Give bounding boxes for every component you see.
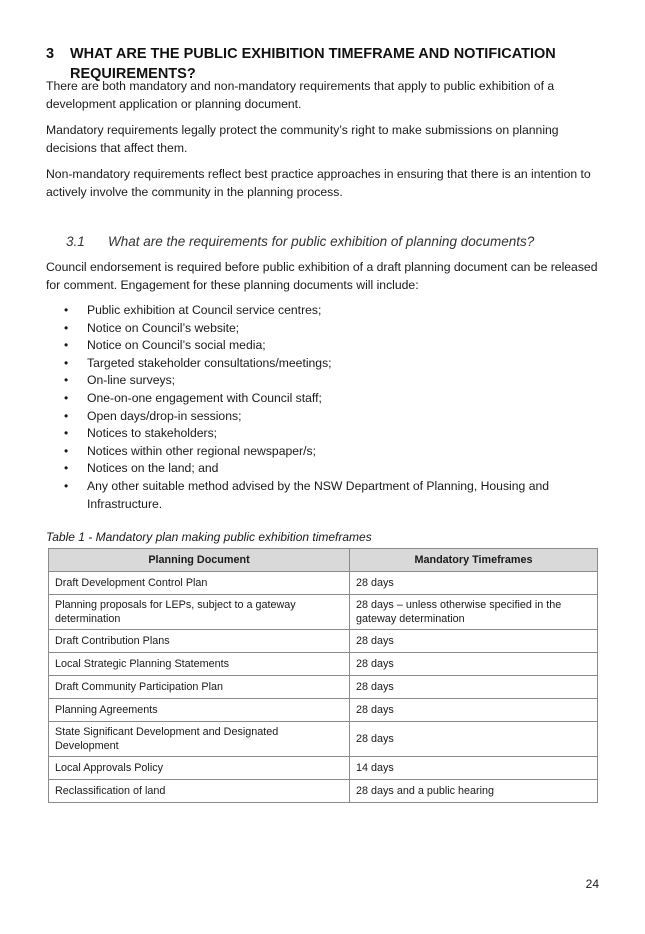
bullet-icon: •	[64, 373, 69, 388]
timeframe-cell: 28 days – unless otherwise specified in the gateway determination	[350, 595, 598, 630]
subsection-number: 3.1	[66, 234, 85, 249]
list-item	[62, 302, 582, 320]
timeframe-cell: 28 days	[350, 572, 598, 595]
list-item-text: Notice on Council’s social media;	[87, 338, 266, 353]
paragraph-council-endorsement: Council endorsement is required before public exhibition of a draft planning document can be released for comment. Engagement for these planning documents will include:	[46, 260, 598, 292]
list-item-text: Open days/drop-in sessions;	[87, 408, 242, 423]
bullet-icon: •	[64, 390, 69, 405]
list-item	[62, 443, 582, 461]
table-row	[49, 630, 598, 653]
list-item-text: Notice on Council’s website;	[87, 320, 240, 335]
subsection-heading	[66, 233, 606, 251]
table-row	[49, 595, 598, 630]
list-item	[62, 408, 582, 426]
list-item	[62, 320, 582, 338]
bullet-icon: •	[64, 461, 69, 476]
timeframe-cell: 28 days	[350, 722, 598, 757]
list-item	[62, 478, 582, 513]
list-item-text: Notices within other regional newspaper/s;	[87, 443, 316, 458]
table-row	[49, 722, 598, 757]
table-row	[49, 780, 598, 803]
bullet-icon: •	[64, 338, 69, 353]
engagement-methods-list	[62, 302, 582, 513]
planning-document-cell: Draft Development Control Plan	[49, 572, 350, 595]
list-item-text: Notices to stakeholders;	[87, 426, 218, 441]
list-item	[62, 337, 582, 355]
planning-document-cell: Planning Agreements	[49, 699, 350, 722]
list-item	[62, 425, 582, 443]
list-item-text: Public exhibition at Council service centres;	[87, 303, 322, 317]
timeframe-cell: 28 days	[350, 630, 598, 653]
timeframe-cell: 28 days and a public hearing	[350, 780, 598, 803]
bullet-icon: •	[64, 443, 69, 458]
planning-document-cell: Draft Community Participation Plan	[49, 676, 350, 699]
planning-document-cell: Planning proposals for LEPs, subject to a gateway determination	[49, 595, 350, 630]
section-number: 3	[46, 46, 55, 62]
list-item	[62, 355, 582, 373]
planning-document-cell: State Significant Development and Designated Development	[49, 722, 350, 757]
list-item	[62, 372, 582, 390]
paragraph-mandatory-requirements: Mandatory requirements legally protect the community’s right to make submissions on planning decisions that affect them.	[46, 123, 559, 155]
table-body	[49, 572, 598, 803]
column-header-mandatory-timeframes: Mandatory Timeframes	[350, 549, 598, 572]
timeframe-cell: 14 days	[350, 757, 598, 780]
planning-document-cell: Local Approvals Policy	[49, 757, 350, 780]
timeframes-table	[48, 548, 598, 803]
list-item	[62, 460, 582, 478]
paragraph-requirements-overview: There are both mandatory and non-mandatory requirements that apply to public exhibition of a development application or planning document.	[46, 79, 555, 111]
list-item-text: Any other suitable method advised by the NSW Department of Planning, Housing and Infrastructure.	[87, 478, 550, 511]
bullet-icon: •	[64, 478, 69, 493]
paragraph-non-mandatory-requirements: Non-mandatory requirements reflect best practice approaches in ensuring that there is an intention to actively involve the community in the planning process.	[46, 167, 591, 199]
timeframe-cell: 28 days	[350, 676, 598, 699]
planning-document-cell: Reclassification of land	[49, 780, 350, 803]
table-row	[49, 757, 598, 780]
list-item-text: Notices on the land; and	[87, 461, 219, 476]
page-number: 24	[585, 877, 599, 891]
timeframe-cell: 28 days	[350, 653, 598, 676]
table-header-row	[49, 549, 598, 572]
bullet-icon: •	[64, 408, 69, 423]
subsection-title: What are the requirements for public exhibition of planning documents?	[108, 234, 535, 249]
bullet-icon: •	[64, 320, 69, 335]
bullet-icon: •	[64, 426, 69, 441]
list-item-text: Targeted stakeholder consultations/meetings;	[87, 355, 332, 370]
bullet-icon: •	[64, 303, 69, 317]
bullet-icon: •	[64, 355, 69, 370]
list-item	[62, 390, 582, 408]
planning-document-cell: Local Strategic Planning Statements	[49, 653, 350, 676]
list-item-text: On-line surveys;	[87, 373, 176, 388]
column-header-planning-document: Planning Document	[49, 549, 350, 572]
list-item-text: One-on-one engagement with Council staff;	[87, 390, 322, 405]
table-caption: Table 1 - Mandatory plan making public exhibition timeframes	[46, 530, 372, 544]
table-row	[49, 676, 598, 699]
table-row	[49, 572, 598, 595]
planning-document-cell: Draft Contribution Plans	[49, 630, 350, 653]
table-row	[49, 699, 598, 722]
section-title: WHAT ARE THE PUBLIC EXHIBITION TIMEFRAME AND NOTIFICATION REQUIREMENTS?	[70, 46, 556, 82]
table-row	[49, 653, 598, 676]
timeframe-cell: 28 days	[350, 699, 598, 722]
